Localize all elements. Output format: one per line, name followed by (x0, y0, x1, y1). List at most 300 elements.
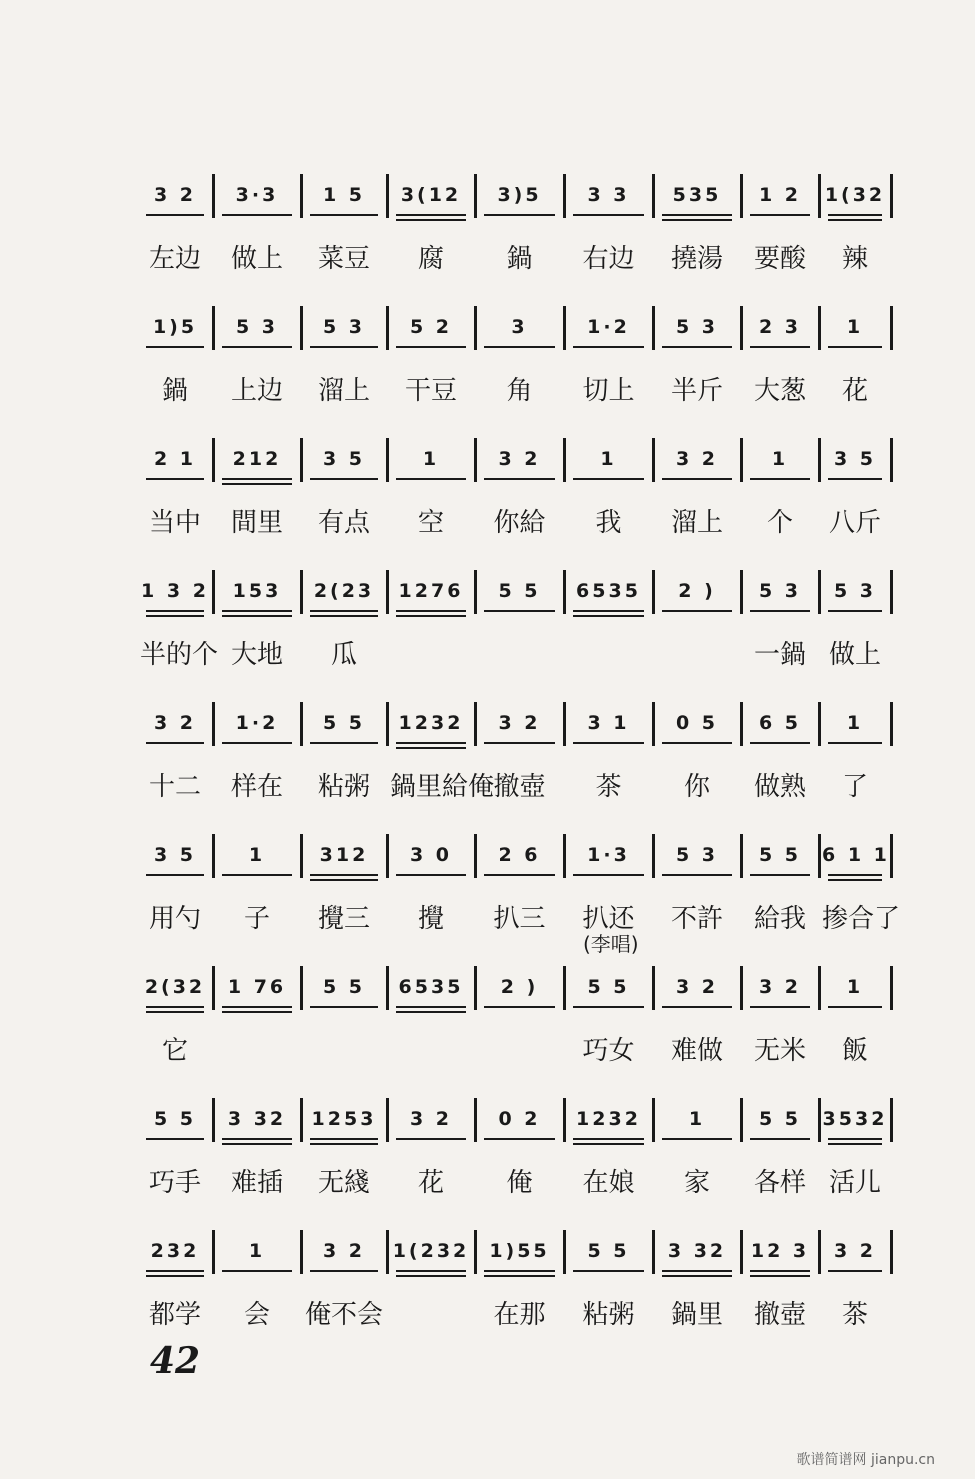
beam-line (310, 478, 378, 480)
note-measure (390, 442, 472, 494)
note-numbers: 153 (232, 580, 282, 602)
note-measure (390, 970, 472, 1022)
beam-line (828, 214, 882, 216)
note-measure (744, 1102, 816, 1154)
lyric-text: 在那 (493, 1300, 546, 1330)
note-numbers: 1·2 (235, 712, 279, 734)
note-measure (656, 310, 738, 362)
note-measure (216, 1102, 298, 1154)
note-measure (656, 442, 738, 494)
bar-line (474, 174, 477, 218)
beam-line (662, 874, 732, 876)
beam-line (310, 742, 378, 744)
note-measure (822, 310, 888, 362)
beam-line (396, 1270, 466, 1272)
note-numbers: 3 1 (587, 712, 630, 734)
lyric-text: 它 (161, 1036, 188, 1066)
lyric-text: 用勺 (148, 904, 201, 934)
note-measure (304, 442, 384, 494)
note-numbers: 1 5 (322, 184, 366, 206)
beam-line-double (828, 1143, 882, 1145)
beam-line (484, 214, 555, 216)
note-measure (216, 838, 298, 890)
note-numbers: 535 (672, 184, 722, 206)
lyric-text: 掺合了 (822, 904, 901, 934)
beam-line (484, 1270, 555, 1272)
lyric-text (390, 634, 472, 674)
beam-line (828, 346, 882, 348)
bar-line (652, 966, 655, 1010)
bar-line (652, 1230, 655, 1274)
note-measure (304, 574, 384, 626)
lyric-text (656, 634, 738, 674)
note-numbers: 3532 (822, 1108, 888, 1130)
note-measure (822, 442, 888, 494)
bar-line (386, 1098, 389, 1142)
bar-line (890, 1098, 893, 1142)
beam-line-double (662, 1275, 732, 1277)
note-numbers: 3·3 (235, 184, 279, 206)
note-measure (390, 1234, 472, 1286)
note-numbers: 3 2 (153, 712, 197, 734)
beam-line (146, 1138, 204, 1140)
lyric-text: 做上 (828, 640, 881, 670)
note-numbers: 3 32 (667, 1240, 727, 1262)
note-numbers: 1(232 (392, 1240, 470, 1262)
note-numbers: 3 2 (758, 976, 802, 998)
bar-line (386, 570, 389, 614)
lyric-text: 撤壺 (493, 772, 546, 802)
note-measure (140, 178, 210, 230)
note-measure (140, 970, 210, 1022)
bar-line (386, 1230, 389, 1274)
lyric-text: 子 (243, 904, 270, 934)
beam-line (396, 1138, 466, 1140)
beam-line (662, 214, 732, 216)
note-measure (216, 178, 298, 230)
note-measure (656, 574, 738, 626)
score-row (0, 178, 975, 298)
beam-line (310, 1138, 378, 1140)
note-measure (216, 310, 298, 362)
bar-line (300, 1098, 303, 1142)
note-measure (822, 178, 888, 230)
lyric-text: 溜上 (317, 376, 370, 406)
note-numbers: 2 ) (500, 976, 539, 998)
note-numbers: 3 2 (498, 448, 541, 470)
note-measure (567, 706, 650, 758)
note-numbers: 6535 (576, 580, 641, 602)
beam-line (396, 742, 466, 744)
bar-line (212, 1230, 215, 1274)
note-numbers: 5 5 (587, 976, 630, 998)
beam-line (750, 346, 810, 348)
note-measure (140, 706, 210, 758)
note-numbers: 5 3 (322, 316, 366, 338)
beam-line (662, 1138, 732, 1140)
beam-line (310, 874, 378, 876)
note-measure (567, 310, 650, 362)
bar-line (212, 702, 215, 746)
note-numbers: 2 3 (758, 316, 802, 338)
bar-line (818, 306, 821, 350)
beam-line (396, 874, 466, 876)
note-numbers: 2(23 (313, 580, 375, 602)
beam-line (573, 346, 644, 348)
lyric-text: 八斤 (828, 508, 881, 538)
lyric-text (216, 1030, 298, 1070)
bar-line (740, 1098, 743, 1142)
score-row (0, 970, 975, 1090)
note-measure (390, 706, 472, 758)
lyric-text: 菜豆 (317, 244, 370, 274)
lyric-text (390, 1294, 472, 1334)
note-measure (744, 310, 816, 362)
bar-line (474, 1230, 477, 1274)
note-measure (216, 442, 298, 494)
lyric-text: 大葱 (753, 376, 806, 406)
lyric-text: 我 (595, 508, 622, 538)
bar-line (652, 174, 655, 218)
bar-line (474, 306, 477, 350)
bar-line (386, 966, 389, 1010)
lyric-text: 鍋 (506, 244, 533, 274)
note-numbers: 5 2 (409, 316, 453, 338)
note-measure (478, 310, 561, 362)
bar-line (212, 570, 215, 614)
beam-line (396, 610, 466, 612)
note-measure (656, 838, 738, 890)
lyric-text: 活儿 (828, 1168, 881, 1198)
beam-line (310, 346, 378, 348)
beam-line (484, 346, 555, 348)
bar-line (652, 438, 655, 482)
beam-line (750, 610, 810, 612)
note-measure (478, 970, 561, 1022)
lyric-text (567, 634, 650, 674)
bar-line (563, 702, 566, 746)
score-row (0, 442, 975, 562)
bar-line (890, 306, 893, 350)
bar-line (474, 438, 477, 482)
note-numbers: 3 32 (227, 1108, 287, 1130)
lyric-text: 难做 (670, 1036, 723, 1066)
lyric-text: 空 (417, 508, 444, 538)
lyric-text: 你給 (493, 508, 546, 538)
beam-line-double (396, 1275, 466, 1277)
note-measure (390, 1102, 472, 1154)
note-measure (478, 574, 561, 626)
beam-line (662, 346, 732, 348)
beam-line-double (222, 615, 292, 617)
note-numbers: 5 3 (758, 580, 802, 602)
beam-line (222, 742, 292, 744)
note-measure (304, 178, 384, 230)
lyric-text: 俺不会 (304, 1300, 383, 1330)
bar-line (300, 834, 303, 878)
note-measure (478, 1234, 561, 1286)
beam-line (484, 1006, 555, 1008)
lyric-text: 了 (841, 772, 868, 802)
beam-line (573, 478, 644, 480)
note-numbers: 1 (846, 316, 864, 338)
bar-line (818, 966, 821, 1010)
beam-line (828, 874, 882, 876)
bar-line (212, 174, 215, 218)
note-measure (822, 838, 888, 890)
note-numbers: 5 5 (587, 1240, 630, 1262)
beam-line-double (222, 483, 292, 485)
lyric-text: 飯 (841, 1036, 868, 1066)
lyric-text: 干豆 (404, 376, 457, 406)
score-row (0, 1234, 975, 1354)
note-numbers: 3 2 (675, 976, 719, 998)
bar-line (740, 1230, 743, 1274)
note-measure (478, 178, 561, 230)
note-measure (304, 970, 384, 1022)
note-numbers: 232 (150, 1240, 200, 1262)
lyric-text: 个 (766, 508, 793, 538)
lyric-text: 上边 (230, 376, 283, 406)
beam-line (828, 742, 882, 744)
note-measure (567, 1234, 650, 1286)
note-numbers: 1·3 (587, 844, 630, 866)
bar-line (740, 438, 743, 482)
beam-line (146, 874, 204, 876)
beam-line (146, 1006, 204, 1008)
note-numbers: 6 1 1 (822, 844, 890, 866)
note-numbers: 1253 (311, 1108, 377, 1130)
note-measure (216, 1234, 298, 1286)
beam-line (222, 874, 292, 876)
beam-line-double (396, 615, 466, 617)
note-numbers: 3 2 (409, 1108, 453, 1130)
note-numbers: 1 (846, 712, 864, 734)
lyric-text: 当中 (148, 508, 201, 538)
beam-line (222, 610, 292, 612)
beam-line (573, 1006, 644, 1008)
beam-line-double (222, 1143, 292, 1145)
note-numbers: 5 5 (498, 580, 541, 602)
note-numbers: 1 (600, 448, 617, 470)
score-row (0, 1102, 975, 1222)
lyric-text (304, 1030, 384, 1070)
note-measure (390, 310, 472, 362)
lyric-text: 溜上 (670, 508, 723, 538)
lyric-text: 辣 (841, 244, 868, 274)
note-numbers: 1(32 (824, 184, 886, 206)
lyric-text: 鍋里 (670, 1300, 723, 1330)
beam-line (573, 610, 644, 612)
note-numbers: 1 (422, 448, 440, 470)
beam-line-double (310, 1143, 378, 1145)
note-numbers: 3 3 (587, 184, 630, 206)
bar-line (652, 702, 655, 746)
beam-line (146, 214, 204, 216)
note-numbers: 3 2 (498, 712, 541, 734)
lyric-text: 鍋 (161, 376, 188, 406)
beam-line (573, 874, 644, 876)
beam-line (222, 1006, 292, 1008)
lyric-text: 无綫 (317, 1168, 370, 1198)
beam-line-double (396, 1011, 466, 1013)
beam-line-double (396, 219, 466, 221)
lyric-text: 半的个 (140, 640, 219, 670)
note-numbers: 3 (511, 316, 528, 338)
note-numbers: 3 2 (322, 1240, 366, 1262)
lyric-text: 无米 (753, 1036, 806, 1066)
lyric-text: 巧女 (582, 1036, 635, 1066)
bar-line (563, 1098, 566, 1142)
beam-line-double (396, 747, 466, 749)
bar-line (212, 1098, 215, 1142)
beam-line (484, 742, 555, 744)
role-note: (李唱) (583, 932, 639, 956)
beam-line (484, 478, 555, 480)
page-number: 42 (150, 1340, 201, 1382)
beam-line (484, 874, 555, 876)
lyric-text (478, 634, 561, 674)
lyric-text: 十二 (148, 772, 201, 802)
lyric-text: 茶 (841, 1300, 868, 1330)
note-numbers: 1 (688, 1108, 706, 1130)
note-numbers: 3 2 (153, 184, 197, 206)
note-numbers: 1 3 2 (141, 580, 209, 602)
lyric-text: 間里 (230, 508, 283, 538)
bar-line (386, 174, 389, 218)
lyric-text: 巧手 (148, 1168, 201, 1198)
note-numbers: 3(12 (400, 184, 462, 206)
note-numbers: 5 5 (322, 712, 366, 734)
note-measure (744, 970, 816, 1022)
watermark: 歌谱简谱网 jianpu.cn (796, 1452, 935, 1468)
beam-line (750, 742, 810, 744)
note-measure (656, 970, 738, 1022)
lyric-text: 一鍋 (753, 640, 806, 670)
lyric-text: 粘粥 (582, 1300, 635, 1330)
note-measure (822, 706, 888, 758)
score-row (0, 574, 975, 694)
beam-line (662, 478, 732, 480)
beam-line (222, 478, 292, 480)
bar-line (890, 174, 893, 218)
beam-line (222, 346, 292, 348)
lyric-text: 右边 (582, 244, 635, 274)
bar-line (890, 438, 893, 482)
beam-line-double (484, 1275, 555, 1277)
note-numbers: 1232 (576, 1108, 641, 1130)
note-measure (140, 310, 210, 362)
note-measure (216, 574, 298, 626)
note-numbers: 3 0 (409, 844, 453, 866)
bar-line (818, 438, 821, 482)
note-measure (822, 574, 888, 626)
bar-line (652, 570, 655, 614)
lyric-text: 俺 (506, 1168, 533, 1198)
beam-line (828, 1270, 882, 1272)
bar-line (386, 834, 389, 878)
note-measure (656, 1102, 738, 1154)
lyric-text: 茶 (595, 772, 622, 802)
note-numbers: 5 5 (758, 844, 802, 866)
note-measure (304, 310, 384, 362)
bar-line (300, 174, 303, 218)
note-numbers: 5 3 (675, 844, 719, 866)
note-measure (567, 1102, 650, 1154)
lyric-text: 家 (683, 1168, 710, 1198)
beam-line-double (310, 879, 378, 881)
beam-line-double (750, 1275, 810, 1277)
score-row (0, 310, 975, 430)
bar-line (300, 702, 303, 746)
note-measure (567, 970, 650, 1022)
note-numbers: 3 5 (153, 844, 197, 866)
score-row (0, 838, 975, 958)
beam-line (146, 742, 204, 744)
note-measure (216, 970, 298, 1022)
beam-line-double (573, 615, 644, 617)
bar-line (300, 570, 303, 614)
lyric-text: 角 (506, 376, 533, 406)
beam-line-double (828, 879, 882, 881)
bar-line (890, 570, 893, 614)
note-measure (567, 442, 650, 494)
note-numbers: 2 1 (153, 448, 197, 470)
bar-line (818, 834, 821, 878)
bar-line (474, 702, 477, 746)
note-numbers: 2 6 (498, 844, 541, 866)
beam-line (750, 478, 810, 480)
bar-line (474, 1098, 477, 1142)
lyric-text: 粘粥 (317, 772, 370, 802)
beam-line (828, 1006, 882, 1008)
beam-line (573, 1270, 644, 1272)
bar-line (890, 834, 893, 878)
beam-line (146, 478, 204, 480)
lyric-text: 要酸 (753, 244, 806, 274)
beam-line (750, 1138, 810, 1140)
lyric-text: 样在 (230, 772, 283, 802)
beam-line (828, 1138, 882, 1140)
note-numbers: 3 5 (322, 448, 366, 470)
beam-line (662, 1270, 732, 1272)
note-numbers: 1 (771, 448, 789, 470)
note-measure (304, 838, 384, 890)
lyric-text: 瓜 (330, 640, 357, 670)
note-numbers: 1 (846, 976, 864, 998)
bar-line (474, 966, 477, 1010)
beam-line (828, 478, 882, 480)
beam-line-double (573, 1143, 644, 1145)
beam-line (662, 1006, 732, 1008)
beam-line (146, 610, 204, 612)
bar-line (652, 1098, 655, 1142)
bar-line (300, 306, 303, 350)
bar-line (300, 438, 303, 482)
note-measure (304, 1234, 384, 1286)
lyric-text: 左边 (148, 244, 201, 274)
beam-line (573, 1138, 644, 1140)
note-measure (478, 1102, 561, 1154)
beam-line-double (310, 615, 378, 617)
bar-line (652, 834, 655, 878)
bar-line (740, 174, 743, 218)
note-measure (656, 1234, 738, 1286)
beam-line (222, 1138, 292, 1140)
beam-line (662, 742, 732, 744)
note-numbers: 12 3 (750, 1240, 810, 1262)
note-measure (304, 706, 384, 758)
